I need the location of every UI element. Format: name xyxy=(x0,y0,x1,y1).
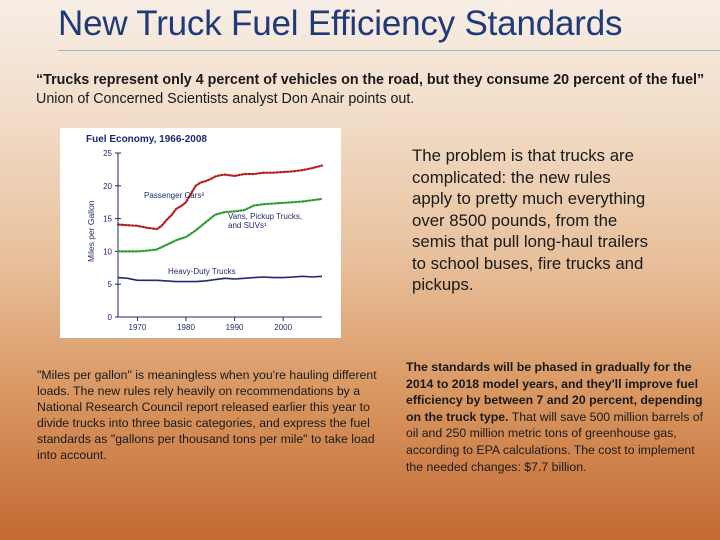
trucks-complicated-paragraph: The problem is that trucks are complicated: the new rules apply to pretty much everything over 8500 pounds, from the semis that pull long-haul trailers to school buses, fire trucks and pickups. xyxy=(412,146,648,294)
chart-y-tick-label: 15 xyxy=(103,214,112,224)
passenger-cars-label-line: Passenger Cars² xyxy=(144,191,205,200)
heavy-duty-trucks-label-line: Heavy-Duty Trucks xyxy=(168,267,236,276)
chart-y-tick-label: 5 xyxy=(107,280,112,290)
vans-trucks-suvs-label xyxy=(228,212,302,230)
chart-y-tick-label: 10 xyxy=(103,247,112,257)
vans-trucks-suvs-label-line: Vans, Pickup Trucks, xyxy=(228,212,303,221)
heavy-duty-trucks-series xyxy=(118,276,322,281)
quote-attribution: Union of Concerned Scientists analyst Don Anair points out. xyxy=(36,91,415,107)
chart-x-tick-label: 2000 xyxy=(274,323,293,332)
passenger-cars-label xyxy=(144,191,204,200)
heavy-duty-trucks-label xyxy=(168,267,236,276)
chart-title: Fuel Economy, 1966-2008 xyxy=(86,134,207,145)
chart-y-tick-label: 25 xyxy=(103,149,112,158)
quote-bold-text: “Trucks represent only 4 percent of vehicles on the road, but they consume 20 percent of the fuel” xyxy=(36,72,705,88)
chart-y-tick-label: 20 xyxy=(103,181,112,191)
title-divider xyxy=(58,50,720,51)
chart-x-tick-label: 1980 xyxy=(177,323,195,332)
vans-trucks-suvs-series xyxy=(118,199,322,252)
chart-y-axis-label: Miles per Gallon xyxy=(86,200,96,262)
chart-svg xyxy=(60,128,341,338)
quote-paragraph xyxy=(36,71,716,109)
phase-in-paragraph xyxy=(406,359,706,475)
chart-x-tick-label: 1990 xyxy=(225,323,244,332)
chart-x-tick-label: 1970 xyxy=(128,323,147,332)
chart-y-tick-label: 0 xyxy=(107,313,112,322)
slide-title: New Truck Fuel Efficiency Standards xyxy=(58,4,623,43)
phase-in-details: That will save 500 million barrels of oil and 250 million metric tons of greenhouse gas, according to EPA calculations. The cost to implement the needed changes: $7.7 billion. xyxy=(406,409,704,474)
vans-trucks-suvs-label-line: and SUVs¹ xyxy=(228,221,267,230)
phase-in-bold-text: The standards will be phased in gradually for the 2014 to 2018 model years, and they'll improve fuel efficiency by between 7 and 20 percent, depending on the truck type. xyxy=(406,360,703,424)
mpg-meaningless-paragraph: "Miles per gallon" is meaningless when you're hauling different loads. The new rules rely heavily on recommendations by a National Research Council report released earlier this year to divide trucks into three basic categories, and express the fuel standards as "gallons per thousand tons per mile" to take load into account. xyxy=(37,368,377,462)
fuel-economy-chart xyxy=(60,128,341,338)
